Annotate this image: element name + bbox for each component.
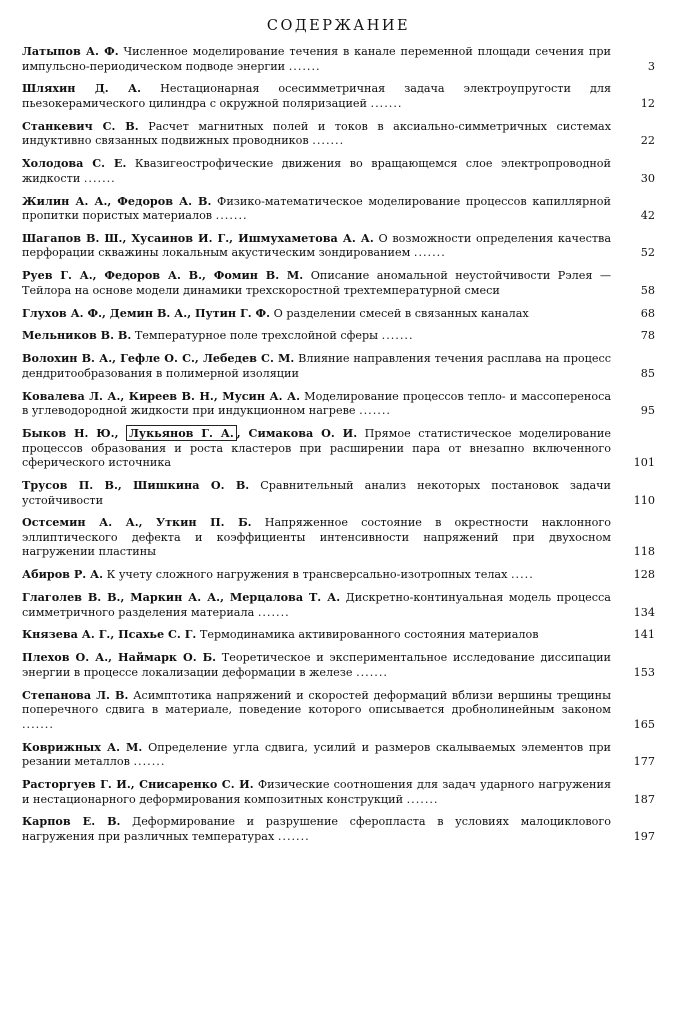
entry-page: 68 (640, 306, 655, 320)
entry-authors: Абиров Р. А. (22, 567, 104, 582)
entry-page: 118 (633, 545, 655, 559)
toc-entry: Станкевич С. В. Расчет магнитных полей и токов в аксиально-симметричных системах индуктивно связанных подвижных проводников ....... 22 (22, 118, 655, 148)
toc-entry (22, 351, 655, 381)
entry-authors: Карпов Е. В. (22, 814, 121, 829)
entry-authors: Волохин В. А., Гефле О. С., Лебедев С. М. (22, 351, 295, 366)
entry-page: 101 (633, 456, 655, 470)
toc-entry: Холодова С. Е. Квазигеострофические движения во вращающемся слое электропроводной жидкости ....... 30 (22, 156, 655, 185)
entry-title: Моделирование процессов тепло- и массопереноса в углеводородной жидкости при индукционном нагреве (22, 389, 612, 418)
entry-page: 153 (633, 665, 655, 679)
entry-authors: Остсемин А. А., Уткин П. Б. (22, 515, 252, 530)
entry-page: 12 (640, 96, 655, 110)
entry-page: 197 (633, 829, 655, 843)
entry-page: 128 (633, 568, 655, 582)
entry-title: Физико-математическое моделирование процессов капиллярной пропитки пористых материалов (22, 194, 611, 223)
entry-authors: Коврижных А. М. (22, 739, 143, 754)
entry-authors: Степанова Л. В. (22, 687, 129, 702)
entry-title: Влияние направления течения расплава на процесс дендритообразования в полимерной изоляции (22, 352, 612, 380)
entry-title: Термодинамика активированного состояния материалов (199, 628, 539, 642)
entry-authors: Жилин А. А., Федоров А. В. (22, 193, 212, 208)
entry-page: 165 (633, 717, 655, 731)
entry-title: Нестационарная осесимметричная задача электроупругости для пьезокерамического цилиндра с окружной поляризацией (22, 82, 612, 110)
entry-page: 22 (640, 134, 655, 148)
entry-title: Прямое статистическое моделирование процессов образования и роста кластеров при расширении пара от внезапно включенного сферического источника (22, 426, 611, 470)
toc-title: СОДЕРЖАНИЕ (266, 18, 411, 34)
toc-entry: Мельников В. В. Температурное поле трехслойной сферы ....... 78 (22, 328, 655, 343)
entry-authors: Латыпов А. Ф. (22, 44, 119, 58)
entry-page: 52 (640, 246, 655, 260)
entry-authors: Плехов О. А., Наймарк О. Б. (22, 650, 217, 665)
toc-entry: Абиров Р. А. К учету сложного нагружения в трансверсально-изотропных телах ..... 128 (22, 567, 655, 582)
toc-entry (22, 268, 655, 298)
toc-entry (22, 426, 655, 471)
entry-title: Теоретическое и экспериментальное исследование диссипации энергии в процессе локализации деформации в железе (22, 651, 612, 679)
entry-authors: Мельников В. В. (22, 328, 132, 343)
toc-entry: Шагапов В. Ш., Хусаинов И. Г., Ишмухаметова А. А. О возможности определения качества перфорации скважины локальным акустическим зондированием ....... 52 (22, 230, 655, 260)
entry-authors: Холодова С. Е. (22, 156, 127, 171)
entry-title: Расчет магнитных полей и токов в аксиально-симметричных системах индуктивно связанных подвижных проводников (22, 119, 612, 148)
toc-entry (22, 306, 655, 322)
toc-entry: Латыпов А. Ф. Численное моделирование течения в канале переменной площади сечения при импульсно-периодическом подводе энергии ....... 3 (22, 44, 655, 73)
entry-page: 141 (633, 628, 655, 642)
entry-authors: Руев Г. А., Федоров А. В., Фомин В. М. (22, 268, 304, 283)
entry-authors: Глаголев В. В., Маркин А. А., Мерцалова Т. А. (22, 590, 341, 605)
entry-authors-boxed: Лукьянов Г. А. (126, 425, 237, 441)
toc-entry: Расторгуев Г. И., Снисаренко С. И. Физические соотношения для задач ударного нагружения и нестационарного деформирования композитных конструкций ....... 187 (22, 776, 655, 806)
entry-authors: Шляхин Д. А. (22, 81, 142, 96)
entry-title: К учету сложного нагружения в трансверсально-изотропных телах (106, 568, 508, 582)
entry-page: 177 (633, 755, 655, 769)
entry-title: Сравнительный анализ некоторых постановок задачи устойчивости (22, 478, 611, 507)
entry-authors: Ковалева Л. А., Киреев В. Н., Мусин А. А. (22, 388, 300, 403)
entry-title: Описание аномальной неустойчивости Рэлея — Тейлора на основе модели динамики трехскоростной трехтемпературной смеси (22, 269, 612, 297)
entry-page: 30 (640, 171, 655, 185)
entry-authors-post: , Симакова О. И. (236, 425, 358, 440)
toc-entry: Плехов О. А., Наймарк О. Б. Теоретическое и экспериментальное исследование диссипации энергии в процессе локализации деформации в железе ....... 153 (22, 650, 655, 679)
entry-page: 95 (640, 404, 655, 418)
entry-title: Определение угла сдвига, усилий и размеров скалываемых элементов при резании металлов (22, 740, 612, 769)
entry-page: 58 (640, 283, 655, 297)
entry-authors-pre: Быков Н. Ю., (22, 425, 119, 440)
entry-authors: Расторгуев Г. И., Снисаренко С. И. (22, 776, 254, 791)
toc-entry (22, 627, 655, 643)
toc-entry (22, 515, 655, 560)
entry-page: 110 (633, 493, 655, 507)
toc-entry: Степанова Л. В. Асимптотика напряжений и скоростей деформаций вблизи вершины трещины поперечного сдвига в материале, поведение которого описывается дробнолинейным законом ....... 165 (22, 687, 655, 731)
entry-page: 85 (640, 366, 655, 380)
toc-entry: Жилин А. А., Федоров А. В. Физико-математическое моделирование процессов капиллярной пропитки пористых материалов ....... 42 (22, 193, 655, 223)
entry-title: Деформирование и разрушение сферопласта в условиях малоциклового нагружения при различных температурах (22, 815, 611, 843)
entry-authors: Станкевич С. В. (22, 118, 139, 133)
entry-page: 134 (633, 605, 655, 619)
entry-page: 187 (633, 792, 655, 806)
entry-authors: Шагапов В. Ш., Хусаинов И. Г., Ишмухаметова А. А. (22, 230, 374, 245)
entry-title: Численное моделирование течения в канале переменной площади сечения при импульсно-периодическом подводе энергии (22, 45, 611, 73)
entry-title: Температурное поле трехслойной сферы (134, 329, 379, 343)
entry-authors: Глухов А. Ф., Демин В. А., Путин Г. Ф. (22, 305, 271, 320)
toc-entry: Шляхин Д. А. Нестационарная осесимметричная задача электроупругости для пьезокерамического цилиндра с окружной поляризацией ....... 12 (22, 81, 655, 110)
entry-page: 42 (640, 209, 655, 223)
entry-page: 3 (647, 59, 655, 73)
toc-entry (22, 478, 655, 508)
entry-title: Физические соотношения для задач ударного нагружения и нестационарного деформирования композитных конструкций (22, 777, 612, 806)
toc-entry: Карпов Е. В. Деформирование и разрушение сферопласта в условиях малоциклового нагружения при различных температурах ....... 197 (22, 814, 655, 843)
toc-entry: Ковалева Л. А., Киреев В. Н., Мусин А. А. Моделирование процессов тепло- и массопереноса в углеводородной жидкости при индукционном нагреве ....... 95 (22, 388, 655, 418)
entry-title: Квазигеострофические движения во вращающемся слое электропроводной жидкости (22, 157, 612, 185)
toc-entry: Коврижных А. М. Определение угла сдвига, усилий и размеров скалываемых элементов при резании металлов ....... 177 (22, 739, 655, 769)
entry-authors: Трусов П. В., Шишкина О. В. (22, 477, 250, 492)
entry-page: 78 (640, 329, 655, 343)
entry-title: Дискретно-континуальная модель процесса симметричного разделения материала (22, 591, 611, 619)
entry-title: О возможности определения качества перфорации скважины локальным акустическим зондированием (22, 231, 611, 260)
entry-title: О разделении смесей в связанных каналах (273, 306, 529, 320)
entry-title: Напряженное состояние в окрестности наклонного эллиптического дефекта и коэффициенты интенсивности напряжений при двухосном нагружении пластины (22, 516, 611, 559)
entry-authors: Князева А. Г., Псахье С. Г. (22, 627, 197, 642)
toc-entry: Глаголев В. В., Маркин А. А., Мерцалова Т. А. Дискретно-континуальная модель процесса симметричного разделения материала ....... 134 (22, 590, 655, 619)
entry-title: Асимптотика напряжений и скоростей деформаций вблизи вершины трещины поперечного сдвига в материале, поведение которого описывается дробнолинейным законом (22, 688, 611, 717)
